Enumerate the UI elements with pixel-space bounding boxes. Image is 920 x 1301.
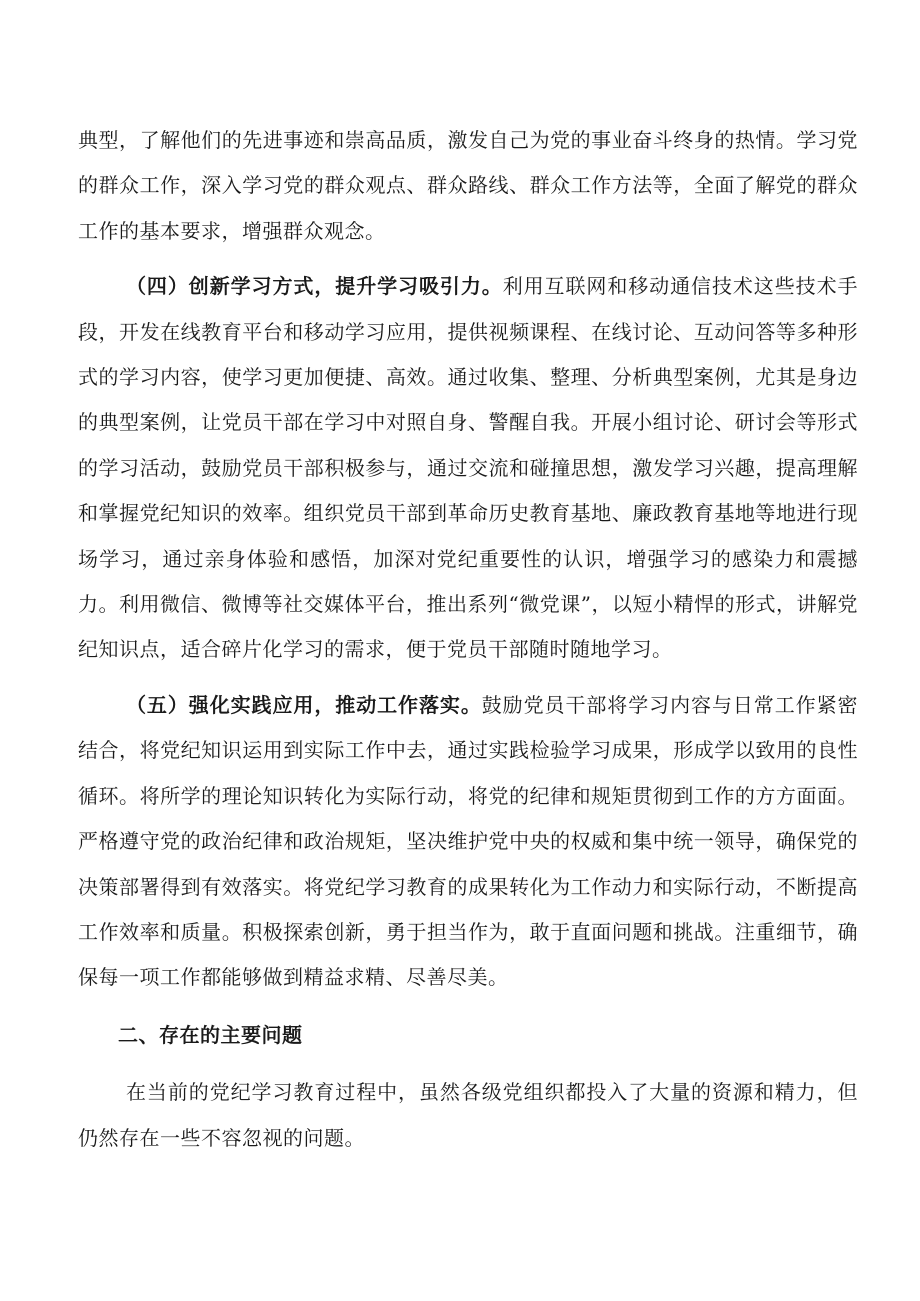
section-four-lead: （四）创新学习方式，提升学习吸引力。 [126, 274, 503, 299]
paragraph-section-four [78, 264, 858, 673]
problems-intro-text: 在当前的党纪学习教育过程中，虽然各级党组织都投入了大量的资源和精力，但仍然存在一些不容忽视的问题。 [78, 1080, 858, 1150]
paragraph-problems-intro [78, 1070, 858, 1161]
section-five-text: 鼓励党员干部将学习内容与日常工作紧密结合，将党纪知识运用到实际工作中去，通过实践检验学习成果，形成学以致用的良性循环。将所学的理论知识转化为实际行动，将党的纪律和规矩贯彻到工作的方方面面。严格遵守党的政治纪律和政治规矩，坚决维护党中央的权威和集中统一领导，确保党的决策部署得到有效落实。将党纪学习教育的成果转化为工作动力和实际行动，不断提高工作效率和质量。积极探索创新，勇于担当作为，敢于直面问题和挑战。注重细节，确保每一项工作都能够做到精益求精、尽善尽美。 [78, 692, 858, 990]
paragraph-text: 典型，了解他们的先进事迹和崇高品质，激发自己为党的事业奋斗终身的热情。学习党的群众工作，深入学习党的群众观点、群众路线、群众工作方法等，全面了解党的群众工作的基本要求，增强群众观念。 [78, 128, 858, 243]
document-page [78, 118, 858, 1161]
section-four-text: 利用互联网和移动通信技术这些技术手段，开发在线教育平台和移动学习应用，提供视频课程、在线讨论、互动问答等多种形式的学习内容，使学习更加便捷、高效。通过收集、整理、分析典型案例，尤其是身边的典型案例，让党员干部在学习中对照自身、警醒自我。开展小组讨论、研讨会等形式的学习活动，鼓励党员干部积极参与，通过交流和碰撞思想，激发学习兴趣，提高理解和掌握党纪知识的效率。组织党员干部到革命历史教育基地、廉政教育基地等地进行现场学习，通过亲身体验和感悟，加深对党纪重要性的认识，增强学习的感染力和震撼力。利用微信、微博等社交媒体平台，推出系列“微党课”，以短小精悍的形式，讲解党纪知识点，适合碎片化学习的需求，便于党员干部随时随地学习。 [78, 274, 859, 662]
paragraph-continuation [78, 118, 858, 254]
paragraph-section-five [78, 683, 858, 1001]
section-heading-problems: 二、存在的主要问题 [118, 1022, 303, 1047]
section-five-lead: （五）强化实践应用，推动工作落实。 [126, 692, 482, 717]
